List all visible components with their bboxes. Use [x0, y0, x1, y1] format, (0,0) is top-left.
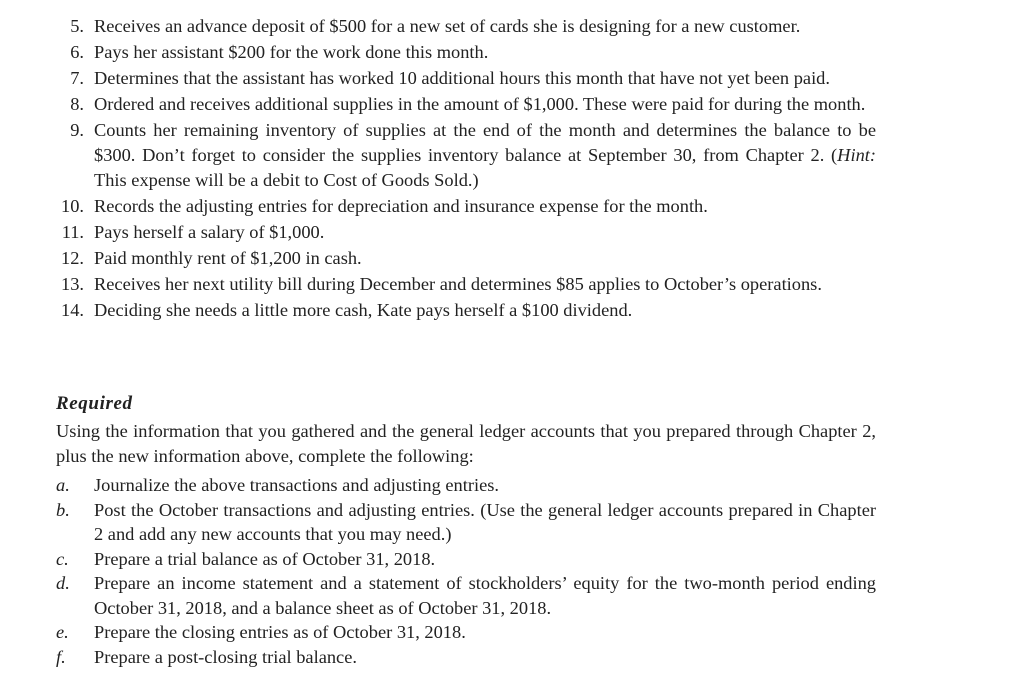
item-number: 9. [70, 120, 84, 140]
requirement-item [0, 571, 876, 620]
transaction-item [0, 118, 876, 193]
requirement-text: Prepare the closing entries as of October 31, 2018. [94, 622, 466, 642]
requirement-item [0, 645, 876, 670]
requirement-letter: b. [56, 499, 70, 520]
requirement-letter: c. [56, 548, 69, 569]
item-number: 6. [70, 42, 84, 62]
item-text: Deciding she needs a little more cash, Kate pays herself a $100 dividend. [94, 300, 633, 320]
requirement-text: Post the October transactions and adjusting entries. (Use the general ledger accounts prepared in Chapter 2 and add any new accounts that you may need.) [94, 499, 876, 544]
item-text: Receives an advance deposit of $500 for a new set of cards she is designing for a new customer. [94, 16, 801, 36]
requirement-item [0, 620, 876, 645]
transaction-list [0, 14, 1024, 324]
item-number: 8. [70, 94, 84, 114]
hint-open-paren: ( [831, 145, 838, 165]
requirement-item [0, 498, 876, 547]
item-text: Determines that the assistant has worked 10 additional hours this month that have not yet been paid. [94, 68, 830, 88]
required-heading: Required [56, 393, 133, 414]
transaction-item [0, 194, 876, 219]
transaction-item [0, 14, 876, 39]
item-number: 5. [70, 16, 84, 36]
item-number: 10. [61, 196, 84, 216]
item-number: 11. [61, 222, 84, 242]
item-text: Records the adjusting entries for depreciation and insurance expense for the month. [94, 196, 708, 216]
requirements-list [0, 473, 1024, 669]
transaction-item [0, 246, 876, 271]
item-text: Receives her next utility bill during December and determines $85 applies to October’s operations. [94, 274, 822, 294]
item-text: Ordered and receives additional supplies in the amount of $1,000. These were paid for during the month. [94, 94, 866, 114]
requirement-item [0, 547, 876, 572]
transaction-item [0, 220, 876, 245]
transaction-item [0, 92, 876, 117]
required-intro: Using the information that you gathered and the general ledger accounts that you prepared through Chapter 2, plus the new information above, complete the following: [56, 421, 876, 466]
item-number: 13. [61, 274, 84, 294]
transaction-item [0, 272, 876, 297]
item-text: Paid monthly rent of $1,200 in cash. [94, 248, 362, 268]
item-text: Counts her remaining inventory of supplies at the end of the month and determines the balance to be $300. Don’t forget to consider the supplies inventory balance at September 30, from Chapter 2. [94, 120, 876, 165]
item-number: 7. [70, 68, 84, 88]
requirement-letter: e. [56, 622, 69, 642]
transaction-item [0, 66, 876, 91]
requirement-letter: f. [56, 646, 66, 667]
transaction-item [0, 298, 876, 323]
requirement-text: Prepare an income statement and a statement of stockholders’ equity for the two-month period ending October 31, 2018, and a balance sheet as of October 31, 2018. [94, 573, 876, 618]
hint-text: This expense will be a debit to Cost of Goods Sold.) [94, 170, 479, 190]
requirement-text: Journalize the above transactions and adjusting entries. [94, 475, 499, 495]
requirement-letter: a. [56, 475, 70, 495]
requirement-text: Prepare a trial balance as of October 31, 2018. [94, 548, 436, 569]
item-number: 14. [61, 300, 84, 320]
item-number: 12. [61, 248, 84, 268]
requirement-letter: d. [56, 573, 70, 593]
hint-label: Hint: [837, 145, 876, 165]
requirement-item [0, 473, 876, 498]
transaction-item [0, 40, 876, 65]
item-text: Pays her assistant $200 for the work done this month. [94, 42, 489, 62]
item-text: Pays herself a salary of $1,000. [94, 222, 325, 242]
requirement-text: Prepare a post-closing trial balance. [94, 646, 357, 667]
